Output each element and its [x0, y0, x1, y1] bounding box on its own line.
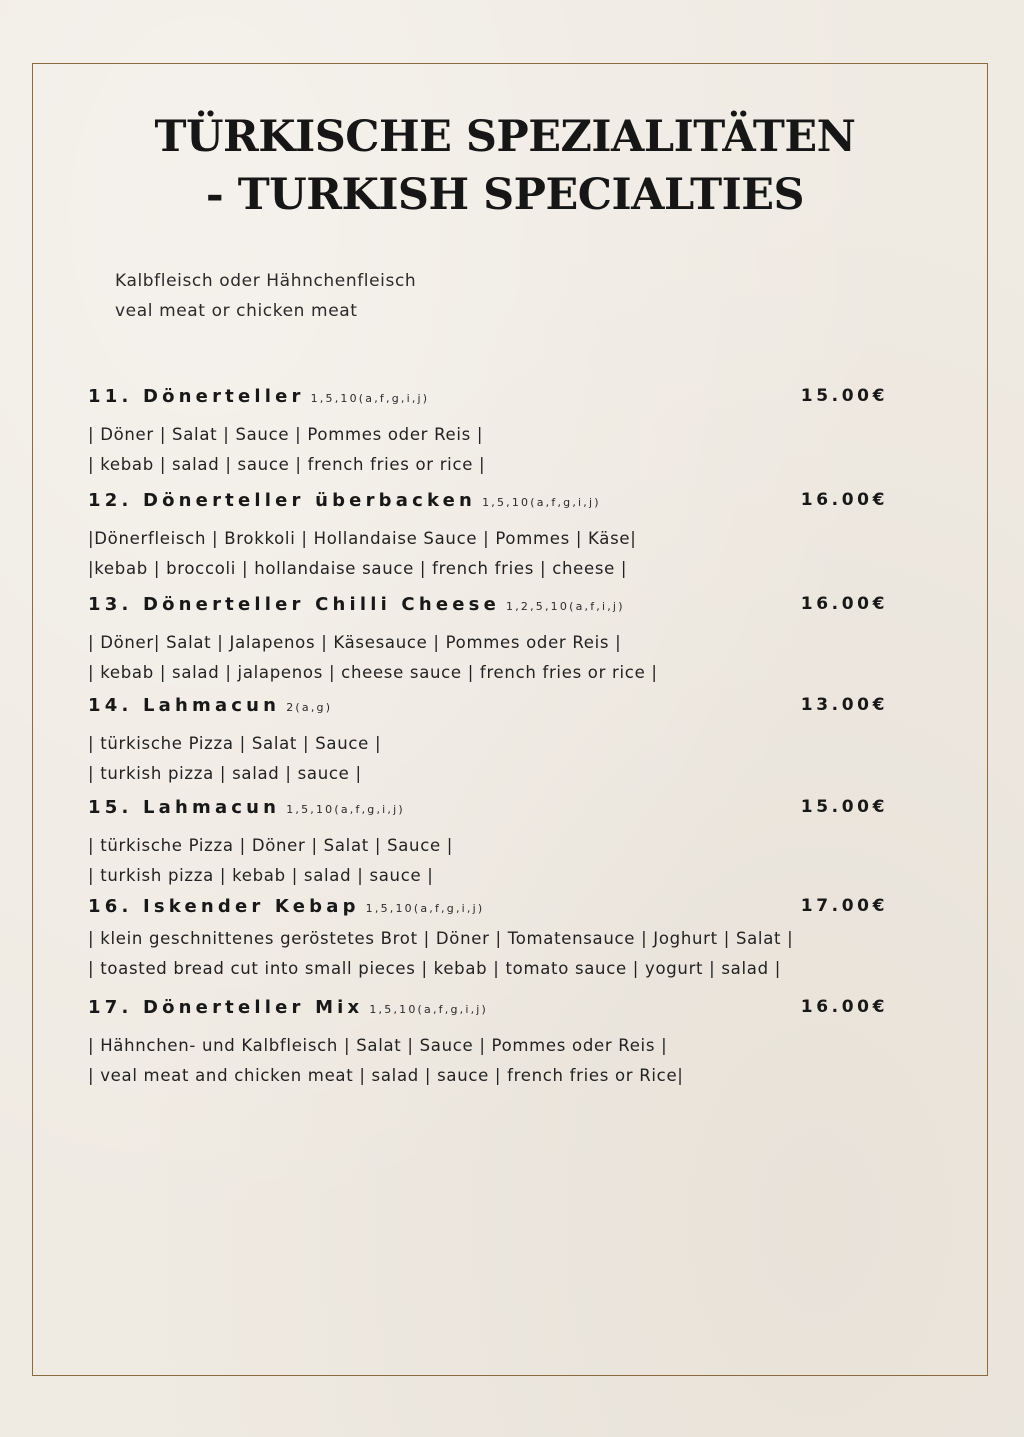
menu-item-price: 15.00€: [800, 797, 888, 817]
menu-item-description-german: | türkische Pizza | Salat | Sauce |: [88, 734, 382, 753]
menu-item-name: 13. Dönerteller Chilli Cheese: [88, 594, 500, 615]
menu-item-name: 15. Lahmacun: [88, 797, 281, 818]
menu-item-11: [88, 386, 888, 480]
menu-item-description-german: |Dönerfleisch | Brokkoli | Hollandaise Sauce | Pommes | Käse|: [88, 529, 637, 548]
menu-item-allergen-codes: 1,5,10(a,f,g,i,j): [310, 392, 430, 405]
menu-item-description-english: | veal meat and chicken meat | salad | sauce | french fries or Rice|: [88, 1066, 684, 1085]
menu-item-description-english: | turkish pizza | salad | sauce |: [88, 764, 362, 783]
intro-german: Kalbfleisch oder Hähnchenfleisch: [115, 271, 417, 291]
menu-item-description: [88, 924, 888, 984]
page-title-line-1: TÜRKISCHE SPEZIALITÄTEN: [154, 112, 856, 162]
menu-item-description-german: | Döner| Salat | Jalapenos | Käsesauce | Pommes oder Reis |: [88, 633, 622, 652]
menu-item-name: 17. Dönerteller Mix: [88, 997, 364, 1018]
menu-item-allergen-codes: 1,5,10(a,f,g,i,j): [286, 803, 405, 816]
menu-item-description-english: | kebab | salad | jalapenos | cheese sauce | french fries or rice |: [88, 663, 658, 682]
menu-item-allergen-codes: 1,5,10(a,f,g,i,j): [365, 902, 485, 915]
menu-item-description: [88, 831, 888, 891]
menu-item-allergen-codes: 1,5,10(a,f,g,i,j): [482, 496, 601, 509]
menu-item-header: [88, 490, 888, 516]
menu-item-price: 16.00€: [800, 997, 888, 1017]
intro-english: veal meat or chicken meat: [115, 301, 358, 321]
menu-item-description: [88, 524, 888, 584]
menu-item-header: [88, 594, 888, 620]
menu-item-price: 13.00€: [800, 695, 888, 715]
menu-item-description-german: | türkische Pizza | Döner | Salat | Sauce |: [88, 836, 454, 855]
menu-item-name: 16. Iskender Kebap: [88, 896, 360, 917]
menu-item-description: [88, 1031, 888, 1091]
menu-item-header: [88, 695, 888, 721]
menu-item-description-english: |kebab | broccoli | hollandaise sauce | french fries | cheese |: [88, 559, 628, 578]
menu-item-name: 14. Lahmacun: [88, 695, 281, 716]
menu-item-description-english: | kebab | salad | sauce | french fries or rice |: [88, 455, 486, 474]
page-title-line-2: - TURKISH SPECIALTIES: [205, 170, 805, 220]
menu-item-description-german: | Hähnchen- und Kalbfleisch | Salat | Sauce | Pommes oder Reis |: [88, 1036, 668, 1055]
menu-item-description-english: | turkish pizza | kebab | salad | sauce |: [88, 866, 434, 885]
menu-item-12: [88, 490, 888, 584]
menu-item-15: [88, 797, 888, 891]
menu-item-name: 11. Dönerteller: [88, 386, 305, 407]
menu-item-name: 12. Dönerteller überbacken: [88, 490, 477, 511]
menu-item-header: [88, 797, 888, 823]
menu-item-description-german: | Döner | Salat | Sauce | Pommes oder Reis |: [88, 425, 484, 444]
menu-item-allergen-codes: 2(a,g): [286, 701, 333, 714]
intro-text: [115, 266, 416, 326]
menu-item-14: [88, 695, 888, 789]
menu-item-13: [88, 594, 888, 688]
menu-item-price: 16.00€: [800, 490, 888, 510]
menu-item-description-german: | klein geschnittenes geröstetes Brot | Döner | Tomatensauce | Joghurt | Salat |: [88, 929, 794, 948]
menu-item-header: [88, 896, 888, 922]
menu-item-price: 15.00€: [800, 386, 888, 406]
menu-item-description: [88, 420, 888, 480]
menu-item-16: [88, 896, 888, 984]
menu-item-price: 16.00€: [800, 594, 888, 614]
menu-item-price: 17.00€: [800, 896, 888, 916]
page-title: [0, 108, 1010, 224]
menu-item-header: [88, 386, 888, 412]
menu-item-allergen-codes: 1,2,5,10(a,f,i,j): [506, 600, 625, 613]
menu-item-description: [88, 729, 888, 789]
menu-item-header: [88, 997, 888, 1023]
menu-item-description-english: | toasted bread cut into small pieces | kebab | tomato sauce | yogurt | salad |: [88, 959, 781, 978]
menu-item-description: [88, 628, 888, 688]
menu-item-17: [88, 997, 888, 1091]
menu-item-allergen-codes: 1,5,10(a,f,g,i,j): [369, 1003, 489, 1016]
